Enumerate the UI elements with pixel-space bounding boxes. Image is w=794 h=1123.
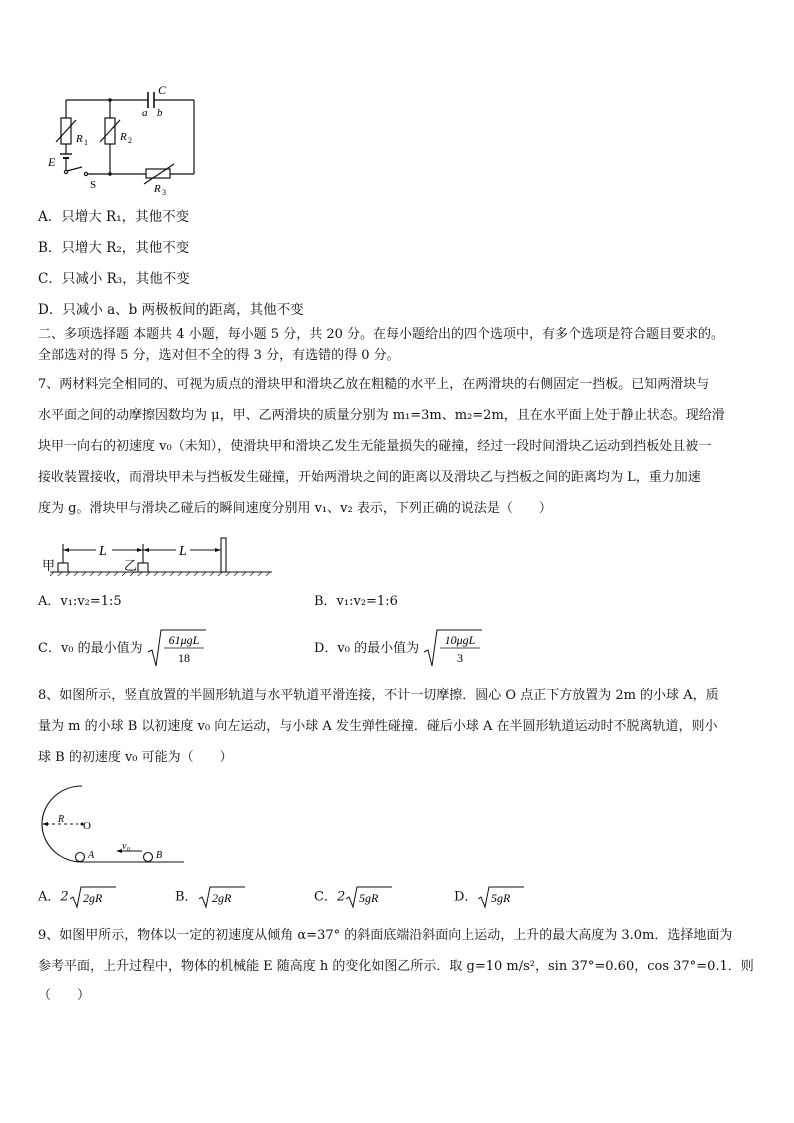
label-O: O xyxy=(83,820,91,832)
label-R2-sub: 2 xyxy=(128,136,132,145)
q6-option-c: C．只减小 R₃，其他不变 xyxy=(38,271,190,287)
q7-line-4: 接收装置接收，而滑块甲未与挡板发生碰撞，开始两滑块之间的距离以及滑块乙与挡板之间的距离均为 L，重力加速 xyxy=(38,470,701,485)
q7-option-c xyxy=(38,628,207,669)
q7-figure xyxy=(40,530,275,580)
q7-option-d xyxy=(314,628,483,669)
label-R: R xyxy=(58,814,65,825)
q8-option-b-label: B． xyxy=(175,889,198,905)
label-R1: R xyxy=(76,133,83,145)
q8-option-c xyxy=(314,884,393,911)
q8-line-3: 球 B 的初速度 v₀ 可能为（ ） xyxy=(38,750,233,765)
q8-option-b-rad: 2gR xyxy=(211,890,231,905)
label-R3-sub: 3 xyxy=(162,188,166,195)
q7-option-c-num: 61μgL xyxy=(168,633,200,647)
label-E: E xyxy=(48,155,56,169)
q7-option-d-den: 3 xyxy=(457,651,464,665)
q6-option-d: D．只减小 a、b 两极板间的距离，其他不变 xyxy=(38,302,304,318)
q8-option-a-rad: 2gR xyxy=(82,890,103,905)
q7-option-c-sqrt xyxy=(147,628,207,669)
q6-option-a: A．只增大 R₁，其他不变 xyxy=(38,209,190,225)
q6-option-b: B．只增大 R₂，其他不变 xyxy=(38,240,190,256)
label-L1: L xyxy=(99,544,107,559)
label-jia: 甲 xyxy=(42,558,56,573)
q7-option-c-prefix: C．v₀ 的最小值为 xyxy=(38,640,143,656)
q8-option-c-label: C． xyxy=(314,889,337,905)
section2-instructions-1: 二、多项选择题 本题共 4 小题，每小题 5 分，共 20 分。在每小题给出的四个选项中，有多个选项是符合题目要求的。 xyxy=(38,327,725,342)
label-R2: R xyxy=(120,131,127,143)
label-R1-sub: 1 xyxy=(84,138,88,147)
circuit-diagram xyxy=(40,80,210,195)
q7-option-d-prefix: D．v₀ 的最小值为 xyxy=(314,640,420,656)
q8-option-d-label: D． xyxy=(454,889,478,905)
label-S: S xyxy=(90,179,97,191)
q8-line-1: 8、如图所示，竖直放置的半圆形轨道与水平轨道平滑连接，不计一切摩擦．圆心 O 点正下方放置为 2m 的小球 A，质 xyxy=(38,688,719,703)
label-B: B xyxy=(156,850,163,861)
label-R3: R xyxy=(154,183,161,195)
q8-option-d xyxy=(454,884,525,911)
q8-line-2: 量为 m 的小球 B 以初速度 v₀ 向左运动，与小球 A 发生弹性碰撞．碰后小球 A 在半圆形轨道运动时不脱离轨道，则小 xyxy=(38,719,718,734)
q7-line-1: 7、两材料完全相同的、可视为质点的滑块甲和滑块乙放在粗糙的水平上，在两滑块的右侧固定一挡板。已知两滑块与 xyxy=(38,377,710,392)
q7-line-3: 块甲一向右的初速度 v₀（未知），使滑块甲和滑块乙发生无能量损失的碰撞，经过一段时间滑块乙运动到挡板处且被一 xyxy=(38,439,712,454)
section2-instructions-2: 全部选对的得 5 分，选对但不全的得 3 分，有选错的得 0 分。 xyxy=(38,348,400,363)
label-b: b xyxy=(157,107,163,119)
label-a: a xyxy=(142,107,148,119)
q7-line-5: 度为 g。滑块甲与滑块乙碰后的瞬间速度分别用 v₁、v₂ 表示，下列正确的说法是（ ） xyxy=(38,501,552,516)
q8-option-b-sqrt xyxy=(198,884,246,910)
q9-line-3: （ ） xyxy=(38,988,91,1003)
q8-option-a xyxy=(38,884,117,911)
q9-line-2: 参考平面，上升过程中，物体的机械能 E 随高度 h 的变化如图乙所示．取 g=10 m/s²，sin 37°=0.60，cos 37°=0.1．则 xyxy=(38,959,754,974)
q8-option-c-coef: 2 xyxy=(336,889,346,905)
q9-line-1: 9、如图甲所示，物体以一定的初速度从倾角 α=37° 的斜面底端沿斜面向上运动，上升的最大高度为 3.0m．选择地面为 xyxy=(38,928,733,943)
q8-option-d-rad: 5gR xyxy=(491,890,511,905)
q8-option-b xyxy=(175,884,246,911)
label-yi: 乙 xyxy=(124,558,138,573)
q7-option-b: B．v₁:v₂=1:6 xyxy=(314,594,398,609)
q8-option-d-sqrt xyxy=(477,884,525,910)
q7-line-2: 水平面之间的动摩擦因数均为 μ，甲、乙两滑块的质量分别为 m₁=3m、m₂=2m，且在水平面上处于静止状态。现给滑 xyxy=(38,408,725,423)
label-v0: v₀ xyxy=(122,841,130,852)
q8-figure xyxy=(38,780,188,870)
label-L2: L xyxy=(179,544,187,559)
q8-option-c-sqrt xyxy=(345,884,393,910)
label-A: A xyxy=(88,850,95,861)
q8-option-a-label: A． xyxy=(38,889,61,905)
q8-option-a-coef: 2 xyxy=(60,889,69,905)
q8-option-a-sqrt xyxy=(69,884,117,910)
q7-option-d-num: 10μgL xyxy=(444,633,476,647)
label-C: C xyxy=(158,83,167,97)
q8-option-c-rad: 5gR xyxy=(359,890,379,905)
q7-option-a: A．v₁:v₂=1:5 xyxy=(38,594,122,609)
q7-option-c-den: 18 xyxy=(177,651,190,665)
q7-option-d-sqrt xyxy=(423,628,483,669)
